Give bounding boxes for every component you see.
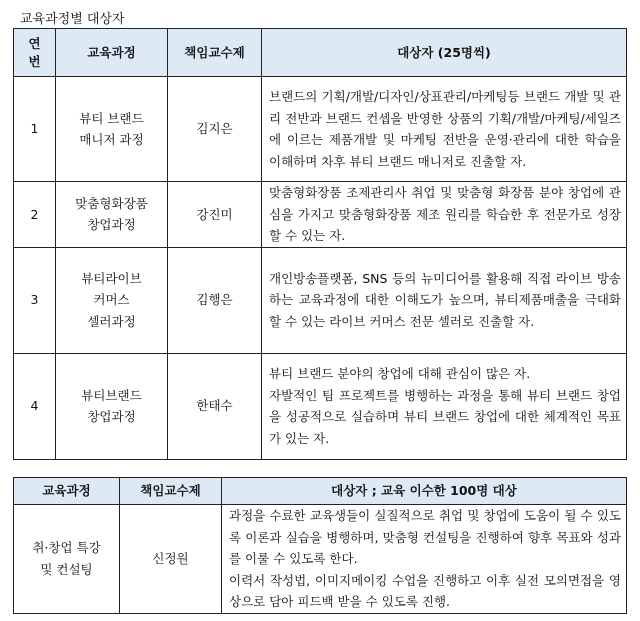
- row-no: 4: [14, 353, 56, 459]
- table-header-row: [14, 29, 627, 77]
- header-professor: 책임교수제: [168, 29, 262, 77]
- row-target: 뷰티 브랜드 분야의 창업에 대해 관심이 많은 자. 자발적인 팀 프로젝트를 병행하는 과정을 통해 뷰티 브랜드 창업을 성공적으로 실습하며 뷰티 브랜드 창업에 대한 체계적인 목표가 있는 자.: [262, 353, 627, 459]
- row-target: 개인방송플랫폼, SNS 등의 뉴미디어를 활용해 직접 라이브 방송하는 교육과정에 대한 이해도가 높으며, 뷰티제품매출을 극대화할 수 있는 라이브 커머스 전문 셀러로 진출할 자.: [262, 247, 627, 353]
- row-course: 뷰티라이브 커머스 셀러과정: [56, 247, 168, 353]
- table-row: [14, 353, 627, 459]
- header-target: 대상자 (25명씩): [262, 29, 627, 77]
- header-course: 교육과정: [56, 29, 168, 77]
- header-no: 연 번: [14, 29, 56, 77]
- row-professor: 김지은: [168, 77, 262, 182]
- row-course: 취·창업 특강 및 컨설팅: [14, 505, 120, 614]
- header-course: 교육과정: [14, 478, 120, 505]
- header-target: 대상자 ; 교육 이수한 100명 대상: [222, 478, 627, 505]
- row-professor: 강진미: [168, 182, 262, 248]
- header-professor: 책임교수제: [120, 478, 222, 505]
- row-target: 맞춤형화장품 조제관리사 취업 및 맞춤형 화장품 분야 창업에 관심을 가지고 맞춤형화장품 제조 원리를 학습한 후 전문가로 성장할 수 있는 자.: [262, 182, 627, 248]
- row-course: 맞춤형화장품 창업과정: [56, 182, 168, 248]
- row-professor: 한태수: [168, 353, 262, 459]
- table-row: [14, 77, 627, 182]
- row-professor: 신정원: [120, 505, 222, 614]
- row-no: 1: [14, 77, 56, 182]
- row-target: 브랜드의 기획/개발/디자인/상표관리/마케팅등 브랜드 개발 및 관리 전반과 브랜드 컨셉을 반영한 상품의 기획/개발/마케팅/세일즈에 이르는 제품개발 및 마케팅 전반을 운영·관리에 대한 학습을 이해하며 차후 뷰티 브랜드 매니저로 진출할 자.: [262, 77, 627, 182]
- row-no: 3: [14, 247, 56, 353]
- row-no: 2: [14, 182, 56, 248]
- course-target-table: [13, 28, 627, 460]
- row-course: 뷰티 브랜드 매니저 과정: [56, 77, 168, 182]
- table-header-row: [14, 478, 627, 505]
- row-professor: 김행은: [168, 247, 262, 353]
- table-caption: 교육과정별 대상자: [20, 12, 125, 27]
- row-course: 뷰티브랜드 창업과정: [56, 353, 168, 459]
- table-row: [14, 182, 627, 248]
- table-row: [14, 505, 627, 614]
- special-course-table: [13, 477, 627, 614]
- table-row: [14, 247, 627, 353]
- row-target: 과정을 수료한 교육생들이 실질적으로 취업 및 창업에 도움이 될 수 있도록 이론과 실습을 병행하며, 맞춤형 컨설팅을 진행하여 향후 목표와 성과를 이룰 수 있도록 한다. 이력서 작성법, 이미지메이킹 수업을 진행하고 이후 실전 모의면접을 영상으로 담아 피드백 받을 수 있도록 진행.: [222, 505, 627, 614]
